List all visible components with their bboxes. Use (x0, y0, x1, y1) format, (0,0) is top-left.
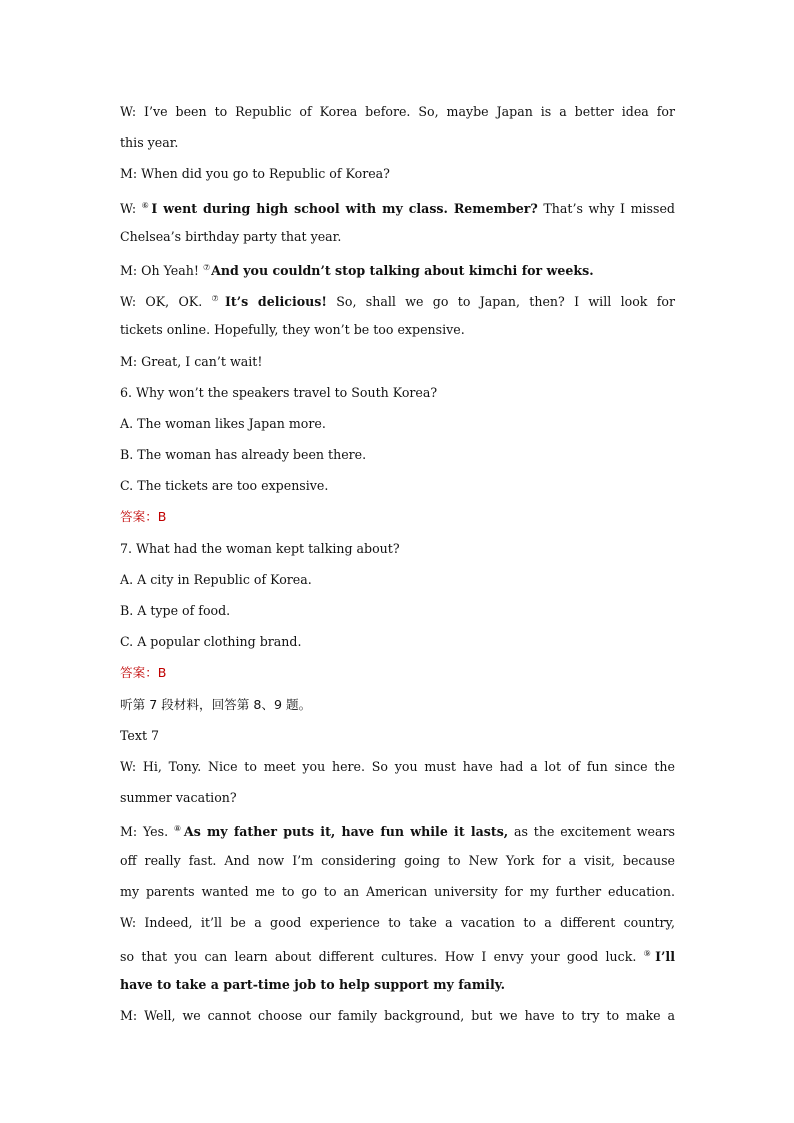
note-marker: ⑥ (141, 200, 151, 210)
dialogue-line: W: I’ve been to Republic of Korea before. So, maybe Japan is a better idea for (120, 104, 675, 119)
option-a: A. A city in Republic of Korea. (120, 571, 312, 587)
dialogue-line: M: Well, we cannot choose our family background, but we have to try to make a (120, 1008, 675, 1024)
option-a: A. The woman likes Japan more. (120, 415, 326, 431)
dialogue-line: tickets online. Hopefully, they won’t be too expensive. (120, 322, 465, 338)
dialogue-line: M: When did you go to Republic of Korea? (120, 166, 390, 182)
note-marker: ⑨ (643, 949, 655, 959)
bold-phrase: I went during high school with my class. Remember? (151, 200, 538, 216)
line-text: That’s why I missed (537, 200, 675, 216)
bold-phrase: It’s delicious! (225, 294, 327, 310)
note-marker: ⑦ (211, 294, 225, 304)
answer-value: B (157, 665, 167, 681)
text-heading: Text 7 (120, 727, 160, 743)
answer-value: B (157, 509, 167, 525)
answer-label: 答案： (120, 665, 158, 681)
dialogue-line (120, 257, 675, 288)
dialogue-line: Chelsea’s birthday party that year. (120, 228, 342, 244)
dialogue-line: W: Hi, Tony. Nice to meet you here. So you must have had a lot of fun since the (120, 758, 675, 774)
option-c: C. The tickets are too expensive. (120, 478, 329, 494)
speaker-prefix: M: Yes. (120, 824, 174, 840)
dialogue-line (120, 195, 675, 226)
document-page (120, 101, 675, 1037)
answer-6 (120, 506, 675, 537)
dialogue-line (120, 288, 675, 319)
option-b: B. The woman has already been there. (120, 447, 367, 463)
dialogue-line: W: Indeed, it’ll be a good experience to take a vacation to a different country, (120, 914, 675, 930)
speaker-prefix: W: (120, 200, 142, 216)
option-c: C. A popular clothing brand. (120, 634, 302, 650)
bold-phrase: And you couldn’t stop talking about kimchi for weeks. (211, 262, 594, 278)
speaker-prefix: W: OK, OK. (120, 294, 212, 310)
line-text: as the excitement wears (508, 824, 675, 840)
question-6: 6. Why won’t the speakers travel to South Korea? (120, 384, 438, 400)
note-marker: ⑦ (202, 262, 211, 272)
line-text: so that you can learn about different cultures. How I envy your good luck. (120, 949, 644, 965)
dialogue-line (120, 818, 675, 849)
dialogue-line: have to take a part-time job to help support my family. (120, 977, 505, 993)
dialogue-line: off really fast. And now I’m considering going to New York for a visit, because (120, 852, 675, 868)
bold-phrase: As my father puts it, have fun while it lasts, (183, 824, 509, 840)
answer-7 (120, 662, 675, 693)
speaker-prefix: M: Oh Yeah! (120, 262, 203, 278)
dialogue-line (120, 943, 675, 974)
section-instruction: 听第 7 段材料，回答第 8、9 题。 (120, 696, 312, 712)
dialogue-line: summer vacation? (120, 790, 237, 806)
dialogue-line: this year. (120, 135, 179, 151)
option-b: B. A type of food. (120, 603, 231, 618)
bold-phrase: I’ll (655, 949, 676, 965)
line-text: So, shall we go to Japan, then? I will look for (326, 294, 675, 310)
answer-label: 答案： (120, 509, 158, 525)
dialogue-line: M: Great, I can’t wait! (120, 353, 263, 369)
question-7: 7. What had the woman kept talking about? (120, 540, 400, 556)
note-marker: ⑧ (173, 824, 183, 834)
dialogue-line: my parents wanted me to go to an American university for my further education. (120, 883, 675, 899)
